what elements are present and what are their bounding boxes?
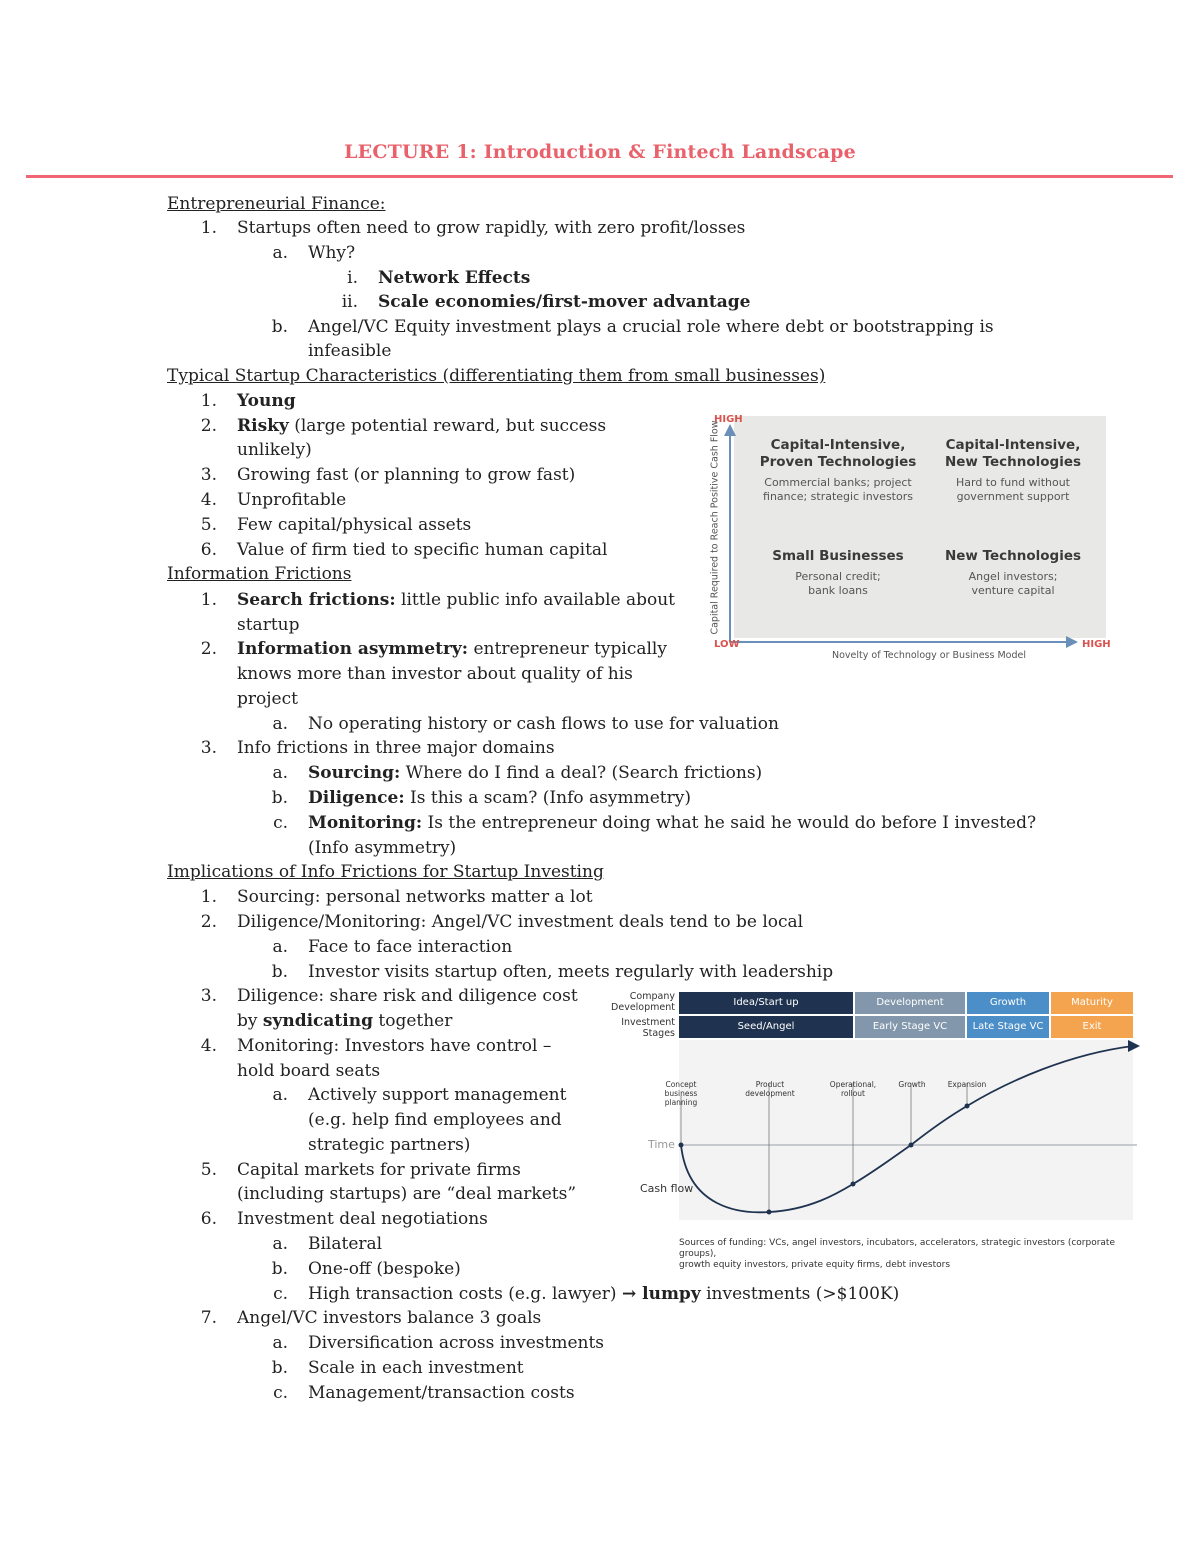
stage-operational-label: Operational, rollout [829,1080,877,1098]
x-axis-caption: Novelty of Technology or Business Model [832,650,1026,661]
x-axis-high-label: HIGH [1082,639,1111,650]
list-item-continuation: unlikely) [237,440,312,460]
list-item-continuation: knows more than investor about quality of his [237,664,633,684]
section-heading: Typical Startup Characteristics (differentiating them from small businesses) [167,366,826,386]
y-axis-caption: Capital Required to Reach Positive Cash Flow [709,420,721,635]
list-item-continuation: (e.g. help find employees and [308,1110,562,1130]
arrow-right-icon: → [621,1284,637,1304]
section-heading: Implications of Info Frictions for Startup Investing [167,862,604,882]
funding-lifecycle-figure [610,988,1140,1270]
section-heading: Entrepreneurial Finance: [167,194,386,214]
page-title: LECTURE 1: Introduction & Fintech Landscape [344,141,856,163]
list-item-continuation: startup [237,615,300,635]
stage-expansion-label: Expansion [947,1080,987,1089]
list-item-continuation: strategic partners) [308,1135,471,1155]
dev-stage-idea: Idea/Start up [679,992,853,1014]
list-item-continuation: infeasible [308,341,392,361]
list-item-continuation: by syndicating together [237,1011,453,1031]
row-label-investment-stages: Investment Stages [621,1017,675,1039]
list-item-continuation: project [237,689,298,709]
row-label-company-development: Company Development [611,991,675,1013]
cashflow-axis-label: Cash flow [640,1182,694,1195]
stage-concept-label: Concept business planning [664,1080,698,1107]
section-heading: Information Frictions [167,564,352,584]
time-axis-label: Time [648,1138,675,1151]
quadrant-small-businesses: Small Businesses Personal credit; bank loans [772,548,904,597]
list-item-continuation: hold board seats [237,1061,381,1081]
dev-stage-maturity: Maturity [1051,992,1133,1014]
stage-growth-label: Growth [898,1080,926,1089]
funding-sources-caption: Sources of funding: VCs, angel investors, incubators, accelerators, strategic investors (corporate groups), growth equity investors, private equity firms, debt investors [679,1238,1115,1270]
quadrant-capital-intensive-proven: Capital-Intensive, Proven Technologies Commercial banks; project finance; strategic investors [759,437,917,503]
inv-stage-early-vc: Early Stage VC [855,1016,965,1038]
inv-stage-exit: Exit [1051,1016,1133,1038]
funding-matrix-figure [700,410,1110,665]
quadrant-new-technologies: New Technologies Angel investors; venture capital [944,548,1082,597]
title-divider [26,175,1173,178]
list-item-continuation: (Info asymmetry) [308,838,457,858]
quadrant-capital-intensive-new: Capital-Intensive, New Technologies Hard to fund without government support [944,437,1082,503]
inv-stage-seed: Seed/Angel [679,1016,853,1038]
dev-stage-development: Development [855,992,965,1014]
list-item-continuation: (including startups) are “deal markets” [237,1184,577,1204]
y-axis-high-label: HIGH [714,414,743,425]
stage-product-label: Product development [745,1080,795,1098]
inv-stage-late-vc: Late Stage VC [967,1016,1049,1038]
axis-low-label: LOW [714,639,740,650]
dev-stage-growth: Growth [967,992,1049,1014]
